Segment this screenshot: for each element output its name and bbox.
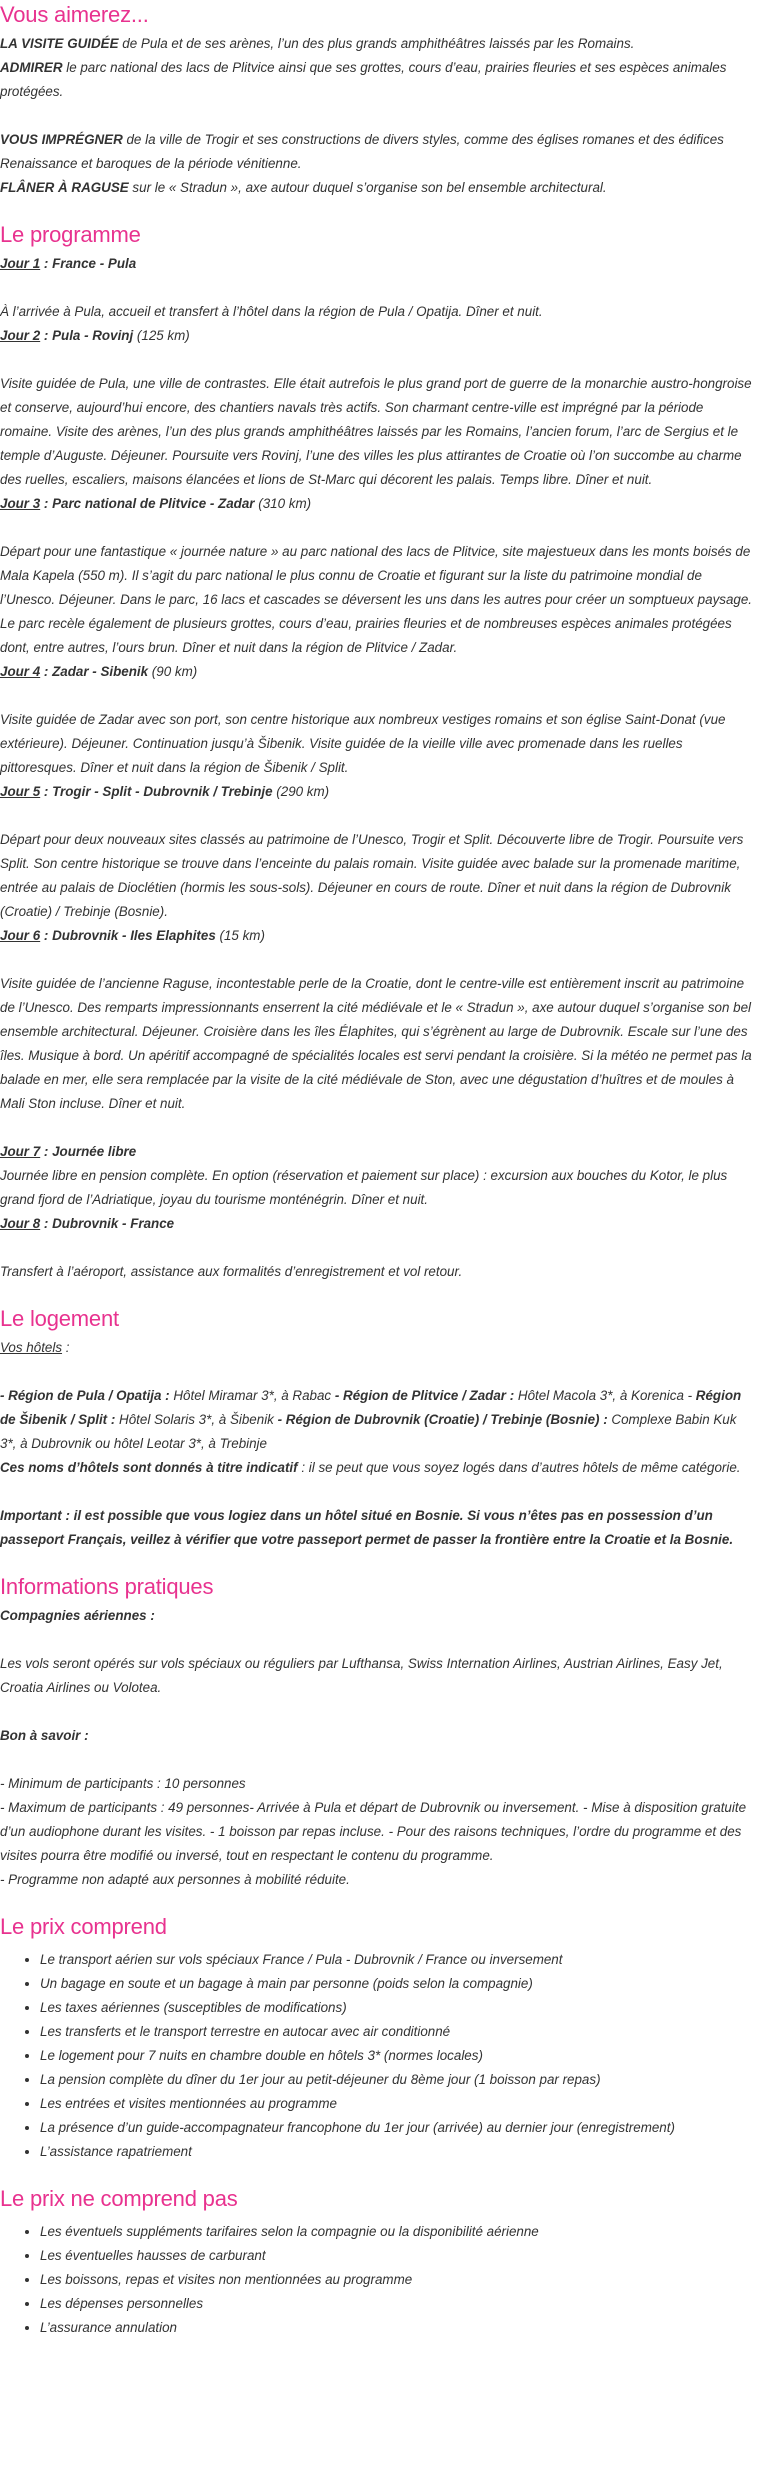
day-description: Visite guidée de Pula, une ville de contrastes. Elle était autrefois le plus grand port de guerre de la monarchie austro-hongroise et conserve, aujourd’hui encore, des chantiers navals très actifs. Son charmant centre-ville est imprégné par la période romaine. Visite des arènes, l’un des plus grands amphithéâtres laissés par les Romains, l’ancien forum, l’arc de Sergius et le temple d’Auguste. Déjeuner. Poursuite vers Rovinj, l’une des villes les plus attirantes de Croatie où l’on succombe au charme des ruelles, escaliers, maisons élancées et lions de St-Marc qui décorent les palais. Temps libre. Dîner et nuit. xyxy=(0,376,752,487)
aimerez-p2-lead: ADMIRER xyxy=(0,60,63,75)
list-item: • Les taxes aériennes (susceptibles de modifications) xyxy=(40,1996,756,2020)
bon-a-savoir-label xyxy=(0,1724,756,1748)
day-route: : Zadar - Sibenik xyxy=(40,664,149,679)
day-number: Jour 1 xyxy=(0,256,41,271)
day-title xyxy=(0,780,756,804)
day-title xyxy=(0,1140,756,1164)
ne-comprend-title: Le prix ne comprend pas xyxy=(0,2186,238,2211)
day-2 xyxy=(0,324,756,492)
aimerez-p4-lead: FLÂNER À RAGUSE xyxy=(0,180,129,195)
bon-line-3: - Programme non adapté aux personnes à mobilité réduite. xyxy=(0,1872,350,1887)
day-distance: (290 km) xyxy=(272,784,330,799)
day-description: Journée libre en pension complète. En option (réservation et paiement sur place) : excursion aux bouches du Kotor, le plus grand fjord de l’Adriatique, joyau du tourisme monténégrin. Dîner et nuit. xyxy=(0,1168,728,1207)
day-route: : Dubrovnik - France xyxy=(40,1216,175,1231)
important-note xyxy=(0,1504,756,1552)
day-description: Visite guidée de Zadar avec son port, son centre historique aux nombreux vestiges romains et son église Saint-Donat (vue extérieure). Déjeuner. Continuation jusqu’à Šibenik. Visite guidée de la vieille ville avec promenade dans les ruelles pittoresques. Dîner et nuit dans la région de Šibenik / Split. xyxy=(0,712,726,775)
aimerez-p2 xyxy=(0,56,756,104)
day-number: Jour 6 xyxy=(0,928,41,943)
list-item: • Les éventuelles hausses de carburant xyxy=(40,2244,756,2268)
compagnies-label xyxy=(0,1604,756,1628)
comprend-list xyxy=(0,1948,756,2164)
list-item: • Le transport aérien sur vols spéciaux France / Pula - Dubrovnik / France ou inversement xyxy=(40,1948,756,1972)
aimerez-p3-lead: VOUS IMPRÉGNER xyxy=(0,132,123,147)
list-item: • Les boissons, repas et visites non mentionnées au programme xyxy=(40,2268,756,2292)
aimerez-title: Vous aimerez... xyxy=(0,2,149,27)
day-route: : Trogir - Split - Dubrovnik / Trebinje xyxy=(40,784,273,799)
day-title xyxy=(0,492,756,516)
hotel-plitvice: Hôtel Macola 3*, à Korenica - xyxy=(514,1388,696,1403)
day-route: : Parc national de Plitvice - Zadar xyxy=(40,496,255,511)
day-3 xyxy=(0,492,756,660)
day-number: Jour 2 xyxy=(0,328,41,343)
list-item: • La présence d’un guide-accompagnateur francophone du 1er jour (arrivée) au dernier jour (enregistrement) xyxy=(40,2116,756,2140)
list-item: • Les éventuels suppléments tarifaires selon la compagnie ou la disponibilité aérienne xyxy=(40,2220,756,2244)
day-distance: (90 km) xyxy=(148,664,198,679)
day-distance: (15 km) xyxy=(215,928,265,943)
aimerez-p1 xyxy=(0,32,756,56)
hotels-list xyxy=(0,1384,756,1456)
day-description: Départ pour deux nouveaux sites classés au patrimoine de l’Unesco, Trogir et Split. Découverte libre de Trogir. Poursuite vers Split. Son centre historique se trouve dans l’enceinte du palais romain. Visite guidée avec balade sur la promenade maritime, entrée au palais de Dioclétien (hormis les sous-sols). Déjeuner en cours de route. Dîner et nuit dans la région de Dubrovnik (Croatie) / Trebinje (Bosnie). xyxy=(0,832,744,919)
day-route: : France - Pula xyxy=(40,256,137,271)
aimerez-p4-text: sur le « Stradun », axe autour duquel s’organise son bel ensemble architectural. xyxy=(128,180,607,195)
day-number: Jour 5 xyxy=(0,784,41,799)
list-item: • Les dépenses personnelles xyxy=(40,2292,756,2316)
region-pula: - Région de Pula / Opatija : xyxy=(0,1388,170,1403)
logement-title: Le logement xyxy=(0,1306,119,1331)
infos-title: Informations pratiques xyxy=(0,1574,214,1599)
aimerez-p3-text: de la ville de Trogir et ses constructions de divers styles, comme des églises romanes et des édifices Renaissance et baroques de la période vénitienne. xyxy=(0,132,724,171)
aimerez-p1-text: de Pula et de ses arènes, l’un des plus grands amphithéâtres laissés par les Romains. xyxy=(118,36,635,51)
day-description: Visite guidée de l’ancienne Raguse, incontestable perle de la Croatie, dont le centre-ville est entièrement inscrit au patrimoine de l’Unesco. Des remparts impressionnants enserrent la cité médiévale et le « Stradun », axe autour duquel s’organise son bel ensemble architectural. Déjeuner. Croisière dans les îles Élaphites, qui s’égrènent au large de Dubrovnik. Escale sur l’une des îles. Musique à bord. Un apéritif accompagné de spécialités locales est servi pendant la croisière. Si la météo ne permet pas la balade en mer, elle sera remplacée par la visite de la cité médiévale de Ston, avec une dégustation d’huîtres et de moules à Mali Ston incluse. Dîner et nuit. xyxy=(0,976,752,1111)
compagnies-text: Les vols seront opérés sur vols spéciaux ou réguliers par Lufthansa, Swiss Internation Airlines, Austrian Airlines, Easy Jet, Croatia Airlines ou Volotea. xyxy=(0,1656,723,1695)
day-7 xyxy=(0,1140,756,1212)
list-item: • L’assistance rapatriement xyxy=(40,2140,756,2164)
list-item: • Un bagage en soute et un bagage à main par personne (poids selon la compagnie) xyxy=(40,1972,756,1996)
bon-line-2: - Maximum de participants : 49 personnes- Arrivée à Pula et départ de Dubrovnik ou inversement. - Mise à disposition gratuite d’un audiophone durant les visites. - 1 boisson par repas incluse. - Pour des raisons techniques, l’ordre du programme et des visites pourra être modifié ou inversé, tout en respectant le contenu du programme. xyxy=(0,1800,747,1863)
day-5 xyxy=(0,780,756,924)
day-distance: (310 km) xyxy=(254,496,312,511)
day-number: Jour 8 xyxy=(0,1216,41,1231)
hotel-pula: Hôtel Miramar 3*, à Rabac xyxy=(169,1388,335,1403)
day-route: : Pula - Rovinj xyxy=(40,328,134,343)
compagnies-label-text: Compagnies aériennes : xyxy=(0,1608,155,1623)
aimerez-p2-text: le parc national des lacs de Plitvice ainsi que ses grottes, cours d’eau, prairies fleuries et ses espèces animales protégées. xyxy=(0,60,727,99)
day-title xyxy=(0,252,756,276)
list-item: • Les transferts et le transport terrestre en autocar avec air conditionné xyxy=(40,2020,756,2044)
day-description: Départ pour une fantastique « journée nature » au parc national des lacs de Plitvice, site majestueux dans les monts boisés de Mala Kapela (550 m). Il s’agit du parc national le plus connu de Croatie et figurant sur la liste du patrimoine mondial de l’Unesco. Déjeuner. Dans le parc, 16 lacs et cascades se déversent les uns dans les autres pour créer un somptueux paysage. Le parc recèle également de plusieurs grottes, cours d’eau, prairies fleuries et de nombreuses espèces animales protégées dont, entre autres, l’ours brun. Dîner et nuit dans la région de Plitvice / Zadar. xyxy=(0,544,753,655)
day-8 xyxy=(0,1212,756,1284)
day-title xyxy=(0,324,756,348)
day-description: Transfert à l’aéroport, assistance aux formalités d’enregistrement et vol retour. xyxy=(0,1264,463,1279)
hotels-note xyxy=(0,1456,756,1480)
list-item: • Le logement pour 7 nuits en chambre double en hôtels 3* (normes locales) xyxy=(40,2044,756,2068)
region-dubrovnik: - Région de Dubrovnik (Croatie) / Trebinje (Bosnie) : xyxy=(277,1412,608,1427)
hotel-sibenik: Hôtel Solaris 3*, à Šibenik xyxy=(115,1412,278,1427)
aimerez-p3 xyxy=(0,128,756,176)
hotels-note-lead: Ces noms d’hôtels sont donnés à titre indicatif xyxy=(0,1460,298,1475)
day-title xyxy=(0,1212,756,1236)
day-6 xyxy=(0,924,756,1116)
day-number: Jour 3 xyxy=(0,496,41,511)
vos-hotels-link[interactable]: Vos hôtels xyxy=(0,1340,63,1355)
day-1 xyxy=(0,252,756,324)
vos-hotels-colon: : xyxy=(62,1340,70,1355)
region-sibenik: Région de Šibenik / Split : xyxy=(0,1388,742,1427)
day-distance: (125 km) xyxy=(133,328,190,343)
list-item: • Les entrées et visites mentionnées au programme xyxy=(40,2092,756,2116)
bon-line-1: - Minimum de participants : 10 personnes xyxy=(0,1776,246,1791)
comprend-title: Le prix comprend xyxy=(0,1914,167,1939)
hotels-note-text: : il se peut que vous soyez logés dans d’autres hôtels de même catégorie. xyxy=(297,1460,741,1475)
ne-comprend-list xyxy=(0,2220,756,2340)
list-item: • La pension complète du dîner du 1er jour au petit-déjeuner du 8ème jour (1 boisson par repas) xyxy=(40,2068,756,2092)
day-description: À l’arrivée à Pula, accueil et transfert à l’hôtel dans la région de Pula / Opatija. Dîner et nuit. xyxy=(0,304,543,319)
bon-a-savoir-label-text: Bon à savoir : xyxy=(0,1728,89,1743)
programme-title: Le programme xyxy=(0,222,141,247)
day-title xyxy=(0,660,756,684)
list-item: • L’assurance annulation xyxy=(40,2316,756,2340)
important-text: Important : il est possible que vous logiez dans un hôtel situé en Bosnie. Si vous n’êtes pas en possession d’un passeport Français, veillez à vérifier que votre passeport permet de passer la frontière entre la Croatie et la Bosnie. xyxy=(0,1508,734,1547)
day-route: : Dubrovnik - Iles Elaphites xyxy=(40,928,216,943)
day-route: : Journée libre xyxy=(40,1144,137,1159)
day-number: Jour 4 xyxy=(0,664,41,679)
aimerez-p4 xyxy=(0,176,756,200)
region-plitvice: - Région de Plitvice / Zadar : xyxy=(334,1388,515,1403)
aimerez-p1-lead: LA VISITE GUIDÉE xyxy=(0,36,119,51)
day-4 xyxy=(0,660,756,780)
day-number: Jour 7 xyxy=(0,1144,41,1159)
vos-hotels xyxy=(0,1336,756,1360)
hotel-dubrovnik: Complexe Babin Kuk 3*, à Dubrovnik ou hôtel Leotar 3*, à Trebinje xyxy=(0,1412,737,1451)
day-title xyxy=(0,924,756,948)
